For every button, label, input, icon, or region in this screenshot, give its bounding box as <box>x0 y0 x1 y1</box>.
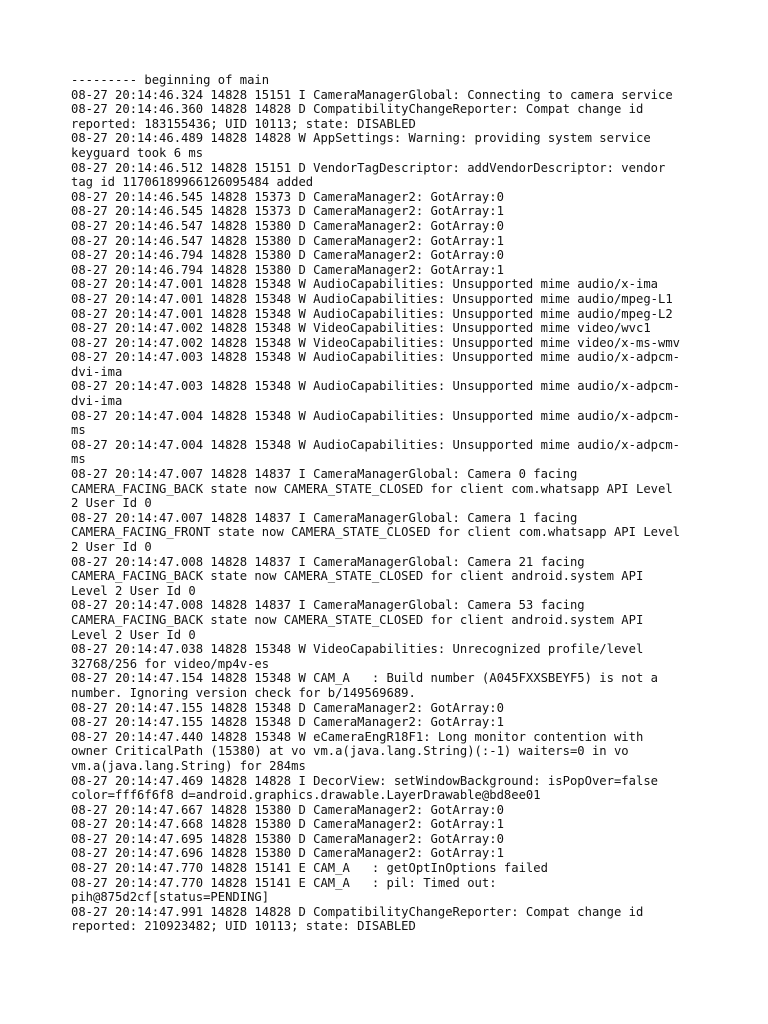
log-line: 08-27 20:14:47.770 14828 15141 E CAM_A : getOptInOptions failed <box>71 861 548 876</box>
log-line: CAMERA_FACING_BACK state now CAMERA_STATE_CLOSED for client android.system API <box>71 569 644 584</box>
log-line: 08-27 20:14:46.794 14828 15380 D CameraManager2: GotArray:1 <box>71 262 504 277</box>
log-line: 08-27 20:14:47.002 14828 15348 W VideoCapabilities: Unsupported mime video/wvc1 <box>71 321 651 336</box>
log-line: 08-27 20:14:47.154 14828 15348 W CAM_A : Build number (A045FXXSBEYF5) is not a <box>71 671 658 686</box>
log-line: number. Ignoring version check for b/149569689. <box>71 685 416 700</box>
log-line: 08-27 20:14:47.001 14828 15348 W AudioCapabilities: Unsupported mime audio/mpeg-L1 <box>71 291 673 306</box>
log-line: CAMERA_FACING_FRONT state now CAMERA_STATE_CLOSED for client com.whatsapp API Level <box>71 525 681 540</box>
log-line: pih@875d2cf[status=PENDING] <box>71 890 270 905</box>
log-line: dvi-ima <box>71 364 123 379</box>
log-line: 08-27 20:14:47.469 14828 14828 I DecorView: setWindowBackground: isPopOver=false <box>71 773 658 788</box>
log-line: 08-27 20:14:46.360 14828 14828 D CompatibilityChangeReporter: Compat change id <box>71 102 644 117</box>
log-line: vm.a(java.lang.String) for 284ms <box>71 758 306 773</box>
log-line: 08-27 20:14:47.007 14828 14837 I CameraManagerGlobal: Camera 0 facing <box>71 467 578 482</box>
log-line: 08-27 20:14:47.004 14828 15348 W AudioCapabilities: Unsupported mime audio/x-adpcm- <box>71 408 681 423</box>
log-line: 08-27 20:14:47.667 14828 15380 D CameraManager2: GotArray:0 <box>71 802 504 817</box>
log-line: reported: 183155436; UID 10113; state: DISABLED <box>71 116 416 131</box>
log-line: 32768/256 for video/mp4v-es <box>71 656 270 671</box>
log-line: 08-27 20:14:47.001 14828 15348 W AudioCapabilities: Unsupported mime audio/mpeg-L2 <box>71 306 673 321</box>
log-line: 2 User Id 0 <box>71 496 152 511</box>
log-line: 08-27 20:14:47.696 14828 15380 D CameraManager2: GotArray:1 <box>71 846 504 861</box>
log-line: color=fff6f6f8 d=android.graphics.drawable.LayerDrawable@bd8ee01 <box>71 788 541 803</box>
log-line: 08-27 20:14:47.038 14828 15348 W VideoCapabilities: Unrecognized profile/level <box>71 642 644 657</box>
log-line: 08-27 20:14:46.547 14828 15380 D CameraManager2: GotArray:1 <box>71 233 504 248</box>
log-line: 08-27 20:14:47.695 14828 15380 D CameraManager2: GotArray:0 <box>71 831 504 846</box>
log-line: 08-27 20:14:46.547 14828 15380 D CameraManager2: GotArray:0 <box>71 218 504 233</box>
log-line: 08-27 20:14:47.770 14828 15141 E CAM_A : pil: Timed out: <box>71 875 497 890</box>
log-line: 08-27 20:14:47.001 14828 15348 W AudioCapabilities: Unsupported mime audio/x-ima <box>71 277 658 292</box>
log-line: reported: 210923482; UID 10113; state: DISABLED <box>71 919 416 934</box>
log-line: 08-27 20:14:47.003 14828 15348 W AudioCapabilities: Unsupported mime audio/x-adpcm- <box>71 350 681 365</box>
log-line: 08-27 20:14:47.003 14828 15348 W AudioCapabilities: Unsupported mime audio/x-adpcm- <box>71 379 681 394</box>
log-line: 08-27 20:14:47.155 14828 15348 D CameraManager2: GotArray:1 <box>71 715 504 730</box>
log-line: 08-27 20:14:46.489 14828 14828 W AppSettings: Warning: providing system service <box>71 131 651 146</box>
log-line: 08-27 20:14:46.794 14828 15380 D CameraManager2: GotArray:0 <box>71 248 504 263</box>
log-line: 08-27 20:14:47.004 14828 15348 W AudioCapabilities: Unsupported mime audio/x-adpcm- <box>71 437 681 452</box>
log-line: --------- beginning of main <box>71 73 270 87</box>
log-document <box>71 73 711 934</box>
log-line: 2 User Id 0 <box>71 540 152 554</box>
log-line: 08-27 20:14:47.440 14828 15348 W eCameraEngR18F1: Long monitor contention with <box>71 729 644 744</box>
log-line: 08-27 20:14:47.008 14828 14837 I CameraManagerGlobal: Camera 21 facing <box>71 554 585 569</box>
log-line: ms <box>71 423 86 438</box>
log-line: 08-27 20:14:47.008 14828 14837 I CameraManagerGlobal: Camera 53 facing <box>71 598 585 613</box>
log-line: keyguard took 6 ms <box>71 145 204 160</box>
log-line: Level 2 User Id 0 <box>71 627 196 642</box>
log-line: owner CriticalPath (15380) at vo vm.a(java.lang.String)(:-1) waiters=0 in vo <box>71 744 629 759</box>
log-line: CAMERA_FACING_BACK state now CAMERA_STATE_CLOSED for client com.whatsapp API Level <box>71 481 673 496</box>
log-line: Level 2 User Id 0 <box>71 583 196 598</box>
log-line: 08-27 20:14:46.324 14828 15151 I CameraManagerGlobal: Connecting to camera service <box>71 87 673 102</box>
log-line: tag id 11706189966126095484 added <box>71 175 314 190</box>
log-line: 08-27 20:14:47.002 14828 15348 W VideoCapabilities: Unsupported mime video/x-ms-wmv <box>71 335 681 350</box>
log-line: 08-27 20:14:46.545 14828 15373 D CameraManager2: GotArray:1 <box>71 204 504 219</box>
log-line: 08-27 20:14:46.545 14828 15373 D CameraManager2: GotArray:0 <box>71 189 504 204</box>
log-line: ms <box>71 452 86 467</box>
log-line: 08-27 20:14:47.991 14828 14828 D CompatibilityChangeReporter: Compat change id <box>71 904 644 919</box>
log-line: 08-27 20:14:47.155 14828 15348 D CameraManager2: GotArray:0 <box>71 700 504 715</box>
log-line: dvi-ima <box>71 394 123 409</box>
log-line: 08-27 20:14:46.512 14828 15151 D VendorTagDescriptor: addVendorDescriptor: vendor <box>71 160 666 175</box>
log-line: 08-27 20:14:47.007 14828 14837 I CameraManagerGlobal: Camera 1 facing <box>71 510 578 525</box>
log-line: 08-27 20:14:47.668 14828 15380 D CameraManager2: GotArray:1 <box>71 817 504 832</box>
log-line: CAMERA_FACING_BACK state now CAMERA_STATE_CLOSED for client android.system API <box>71 612 644 627</box>
